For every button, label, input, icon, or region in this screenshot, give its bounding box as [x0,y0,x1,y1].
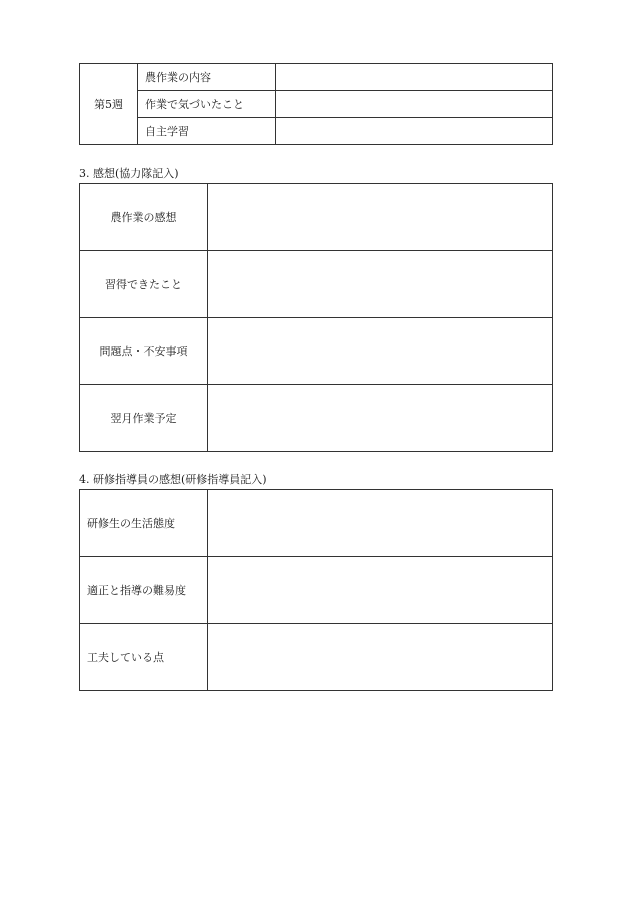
ingenuity-points-field[interactable] [208,624,553,691]
table-row [80,184,553,251]
table-row [80,91,553,118]
row-label-farm-work-content: 農作業の内容 [138,64,276,91]
table-row [80,64,553,91]
week-5-table [79,63,553,145]
table-row [80,385,553,452]
section-4-heading: 4. 研修指導員の感想(研修指導員記入) [79,473,267,486]
row-label-work-notices: 作業で気づいたこと [138,91,276,118]
row-label-trainee-attitude: 研修生の生活態度 [80,490,208,557]
acquired-skills-field[interactable] [208,251,553,318]
farm-work-content-field[interactable] [276,64,553,91]
next-month-plan-field[interactable] [208,385,553,452]
work-notices-field[interactable] [276,91,553,118]
aptitude-difficulty-field[interactable] [208,557,553,624]
row-label-ingenuity-points: 工夫している点 [80,624,208,691]
table-row [80,624,553,691]
farm-impressions-field[interactable] [208,184,553,251]
problems-concerns-field[interactable] [208,318,553,385]
table-row [80,118,553,145]
impressions-table [79,183,553,452]
instructor-impressions-table [79,489,553,691]
week-label: 第5週 [80,64,138,145]
row-label-self-study: 自主学習 [138,118,276,145]
row-label-next-month-plan: 翌月作業予定 [80,385,208,452]
table-row [80,490,553,557]
self-study-field[interactable] [276,118,553,145]
row-label-problems-concerns: 問題点・不安事項 [80,318,208,385]
table-row [80,251,553,318]
row-label-aptitude-difficulty: 適正と指導の難易度 [80,557,208,624]
section-3-heading: 3. 感想(協力隊記入) [79,167,179,180]
table-row [80,557,553,624]
table-row [80,318,553,385]
row-label-acquired-skills: 習得できたこと [80,251,208,318]
trainee-attitude-field[interactable] [208,490,553,557]
row-label-farm-impressions: 農作業の感想 [80,184,208,251]
